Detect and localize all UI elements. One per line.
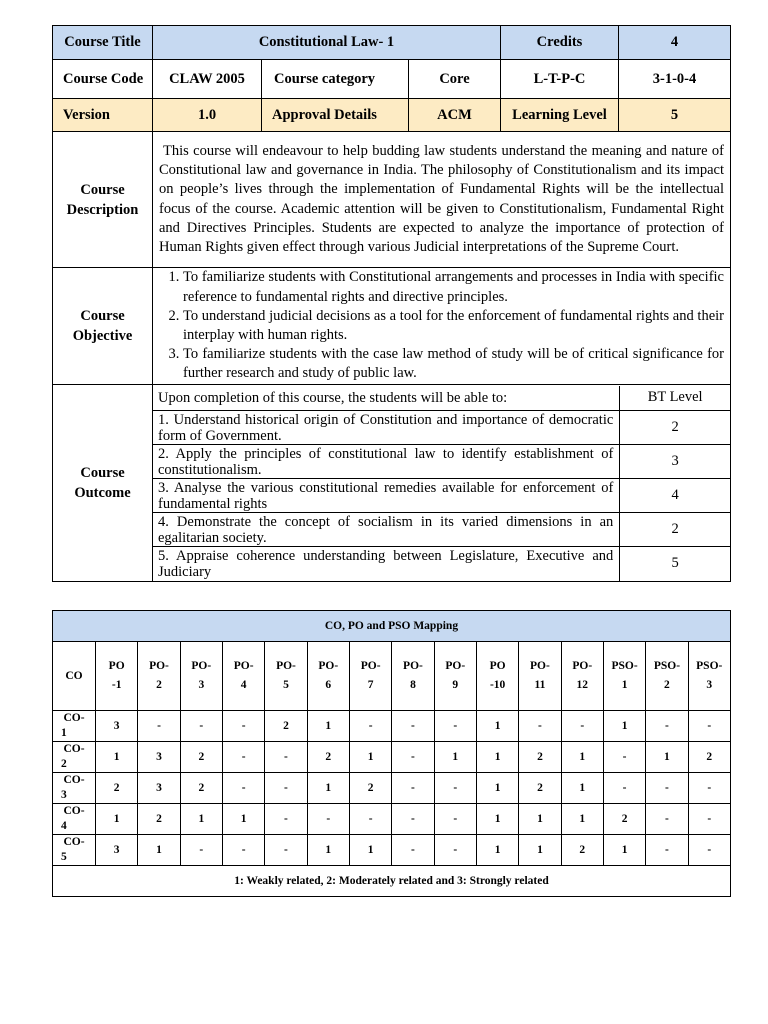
mapping-value: - — [688, 835, 730, 866]
mapping-value: 1 — [138, 835, 180, 866]
co-label-line: 3 — [61, 789, 67, 801]
header-text-line: 3 — [706, 679, 713, 691]
header-text-line: PO — [108, 660, 125, 672]
mapping-value: 2 — [180, 773, 222, 804]
mapping-value: 1 — [222, 804, 264, 835]
mapping-value: 2 — [307, 742, 349, 773]
outcome-item-row — [153, 547, 730, 581]
mapping-value: 1 — [180, 804, 222, 835]
credits-label: Credits — [501, 26, 619, 60]
mapping-value: 1 — [434, 742, 476, 773]
outcome-text: 5. Appraise coherence understanding between Legislature, Executive and Judiciary — [153, 547, 620, 581]
mapping-value: - — [265, 804, 307, 835]
outcome-bt-level: 5 — [620, 547, 730, 581]
course-description-text: This course will endeavour to help budding law students understand the meaning and nature of Constitutional law and governance in India. The philosophy of Constitutionalism and its impact on people’s lives through the implementation of Fundamental Rights will be the intellectual focus of the course. Academic attention will be given to Constitutionalism, Fundamental Right and Directives Principles. Students are expected to analyze the importance of protection of Human Rights given effect through various Judicial interpretations of the Supreme Court. — [159, 142, 724, 255]
mapping-value: - — [265, 835, 307, 866]
header-text-line: -10 — [489, 679, 506, 691]
mapping-value: - — [392, 835, 434, 866]
co-label — [53, 835, 96, 866]
header-text-line: 7 — [367, 679, 374, 691]
header-text-line: 5 — [283, 679, 289, 691]
outcome-column-header — [307, 642, 349, 711]
header-text-line: PO- — [360, 660, 381, 672]
ltpc-label: L-T-P-C — [501, 60, 619, 99]
header-text-line: 11 — [534, 679, 546, 691]
credits-value: 4 — [619, 26, 731, 60]
mapping-value: - — [434, 804, 476, 835]
outcome-intro: Upon completion of this course, the students will be able to: — [158, 389, 508, 406]
outcome-item-row — [153, 513, 730, 547]
course-category-label: Course category — [262, 60, 409, 99]
mapping-value: - — [392, 742, 434, 773]
mapping-value: 1 — [349, 742, 391, 773]
co-column-header: CO — [53, 642, 96, 711]
mapping-value: 1 — [561, 773, 603, 804]
header-text-line: PO- — [403, 660, 423, 672]
mapping-value: - — [688, 711, 730, 742]
header-text-line: 8 — [410, 679, 416, 691]
mapping-value: - — [561, 711, 603, 742]
course-description-label: Course Description — [53, 132, 153, 268]
outcome-bt-level: 2 — [620, 411, 730, 445]
mapping-value: - — [646, 711, 688, 742]
mapping-value: 2 — [603, 804, 645, 835]
version-label: Version — [53, 99, 153, 132]
course-code-label: Course Code — [53, 60, 153, 99]
course-outcome-label: Course Outcome — [53, 385, 153, 582]
header-text-line: 2 — [156, 679, 162, 691]
mapping-value: 2 — [265, 711, 307, 742]
outcome-item-row — [153, 479, 730, 513]
mapping-value: - — [688, 773, 730, 804]
mapping-value: 1 — [307, 835, 349, 866]
co-label-line: 4 — [61, 820, 67, 832]
course-category-value: Core — [409, 60, 501, 99]
header-text-line: PO- — [276, 660, 296, 672]
description-row — [53, 132, 731, 268]
mapping-value: - — [392, 804, 434, 835]
header-text-line: 2 — [664, 679, 670, 691]
mapping-value: 2 — [96, 773, 138, 804]
mapping-value: 1 — [519, 835, 561, 866]
mapping-value: 1 — [349, 835, 391, 866]
mapping-value: 1 — [603, 835, 645, 866]
objective-item: 3. To familiarize students with the case law method of study will be of critical significance for further research and study of public law. — [183, 345, 724, 383]
mapping-value: 3 — [96, 835, 138, 866]
header-text-line: 6 — [325, 679, 332, 691]
outcome-column-header — [603, 642, 645, 711]
mapping-value: - — [222, 742, 264, 773]
header-text-line: PO- — [191, 660, 212, 672]
mapping-value: 3 — [96, 711, 138, 742]
mapping-value: 1 — [307, 711, 349, 742]
mapping-legend-row — [53, 866, 731, 897]
mapping-value: 1 — [646, 742, 688, 773]
header-text-line: PO- — [530, 660, 550, 672]
header-text-line: 9 — [452, 679, 459, 691]
mapping-value: - — [349, 711, 391, 742]
course-title-label: Course Title — [53, 26, 153, 60]
co-label — [53, 804, 96, 835]
mapping-value: 1 — [476, 742, 518, 773]
mapping-value: - — [646, 804, 688, 835]
outcome-text: 3. Analyse the various constitutional remedies available for enforcement of fundamental rights — [153, 479, 620, 513]
mapping-value: - — [434, 711, 476, 742]
mapping-value: - — [392, 773, 434, 804]
outcome-column-header — [688, 642, 730, 711]
mapping-row — [53, 773, 731, 804]
co-label-line: 2 — [61, 758, 67, 770]
objective-item: 2. To understand judicial decisions as a tool for the enforcement of fundamental rights and their interplay with human rights. — [183, 307, 724, 345]
mapping-value: 1 — [476, 773, 518, 804]
outcome-column-header — [646, 642, 688, 711]
mapping-value: 1 — [96, 804, 138, 835]
course-title-value: Constitutional Law- 1 — [153, 26, 501, 60]
outcome-column-header — [519, 642, 561, 711]
course-code-row — [53, 60, 731, 99]
outcome-table — [153, 386, 730, 581]
mapping-value: - — [603, 742, 645, 773]
outcome-column-header — [180, 642, 222, 711]
outcome-row — [53, 385, 731, 582]
mapping-value: - — [603, 773, 645, 804]
co-label — [53, 742, 96, 773]
ltpc-value: 3-1-0-4 — [619, 60, 731, 99]
outcome-item-row — [153, 445, 730, 479]
header-text-line: 3 — [198, 679, 205, 691]
header-text-line: 4 — [240, 679, 247, 691]
mapping-value: 3 — [138, 773, 180, 804]
outcome-column-header — [561, 642, 603, 711]
outcome-column-header — [392, 642, 434, 711]
outcome-item-row — [153, 411, 730, 445]
mapping-row — [53, 711, 731, 742]
mapping-value: - — [434, 773, 476, 804]
objective-list — [153, 268, 730, 383]
mapping-value: - — [180, 711, 222, 742]
co-label-line: CO- — [63, 743, 85, 755]
outcome-column-header — [138, 642, 180, 711]
co-label — [53, 711, 96, 742]
mapping-value: 3 — [138, 742, 180, 773]
header-text-line: PSO- — [696, 660, 723, 672]
learning-level-value: 5 — [619, 99, 731, 132]
mapping-title-row — [53, 611, 731, 642]
mapping-value: 2 — [180, 742, 222, 773]
mapping-value: - — [180, 835, 222, 866]
header-text-line: PSO- — [611, 660, 638, 672]
mapping-value: 2 — [349, 773, 391, 804]
header-text-line: PO- — [149, 660, 169, 672]
course-code-value: CLAW 2005 — [153, 60, 262, 99]
outcome-text: 2. Apply the principles of constitutional law to identify establishment of constitutionalism. — [153, 445, 620, 479]
outcome-column-header — [476, 642, 518, 711]
mapping-value: 1 — [519, 804, 561, 835]
version-row — [53, 99, 731, 132]
course-title-row — [53, 26, 731, 60]
objective-item: 1. To familiarize students with Constitutional arrangements and processes in India with specific reference to fundamental rights and directive principles. — [183, 268, 724, 306]
mapping-value: - — [307, 804, 349, 835]
mapping-value: 1 — [561, 742, 603, 773]
mapping-row — [53, 804, 731, 835]
mapping-row — [53, 742, 731, 773]
bt-level-label: BT Level — [620, 386, 730, 411]
header-text-line: PO- — [445, 660, 466, 672]
mapping-value: - — [349, 804, 391, 835]
outcome-column-header — [349, 642, 391, 711]
mapping-value: - — [222, 773, 264, 804]
outcome-bt-level: 2 — [620, 513, 730, 547]
approval-label: Approval Details — [262, 99, 409, 132]
course-outcome-cell — [153, 385, 731, 582]
mapping-value: 1 — [561, 804, 603, 835]
course-objective-cell — [153, 268, 731, 385]
mapping-value: - — [222, 835, 264, 866]
mapping-value: 2 — [561, 835, 603, 866]
course-description-cell — [153, 132, 731, 268]
approval-value: ACM — [409, 99, 501, 132]
mapping-value: - — [688, 804, 730, 835]
mapping-value: 1 — [476, 804, 518, 835]
outcome-column-header — [222, 642, 264, 711]
mapping-value: 2 — [138, 804, 180, 835]
course-details-table — [52, 25, 731, 582]
mapping-value: 2 — [688, 742, 730, 773]
mapping-value: - — [646, 773, 688, 804]
outcome-column-header — [434, 642, 476, 711]
mapping-row — [53, 835, 731, 866]
mapping-value: - — [265, 742, 307, 773]
course-objective-label: Course Objective — [53, 268, 153, 385]
mapping-value: - — [392, 711, 434, 742]
mapping-value: - — [646, 835, 688, 866]
outcome-column-header — [96, 642, 138, 711]
header-text-line: 1 — [621, 679, 628, 691]
outcome-header-row — [153, 386, 730, 411]
header-text-line: PO — [489, 660, 506, 672]
co-label-line: CO- — [63, 774, 85, 786]
co-label-line: CO- — [63, 836, 85, 848]
mapping-value: - — [519, 711, 561, 742]
outcome-bt-level: 4 — [620, 479, 730, 513]
header-text-line: PO- — [233, 660, 254, 672]
header-text-line: PSO- — [653, 660, 681, 672]
mapping-value: - — [222, 711, 264, 742]
mapping-legend: 1: Weakly related, 2: Moderately related and 3: Strongly related — [53, 866, 731, 897]
mapping-header-row — [53, 642, 731, 711]
header-text-line: 12 — [576, 679, 589, 691]
header-text-line: PO- — [572, 660, 593, 672]
outcome-column-header — [265, 642, 307, 711]
outcome-text: 1. Understand historical origin of Constitution and importance of democratic form of Government. — [153, 411, 620, 445]
mapping-value: - — [434, 835, 476, 866]
co-label-line: CO- — [63, 712, 85, 724]
mapping-value: 1 — [476, 711, 518, 742]
header-text-line: PO- — [318, 660, 339, 672]
learning-level-label: Learning Level — [501, 99, 619, 132]
mapping-value: 2 — [519, 742, 561, 773]
co-label — [53, 773, 96, 804]
co-label-line: 1 — [61, 727, 67, 739]
header-text-line: -1 — [111, 679, 122, 691]
co-label-line: 5 — [61, 851, 67, 863]
outcome-bt-level: 3 — [620, 445, 730, 479]
mapping-value: 2 — [519, 773, 561, 804]
mapping-value: 1 — [96, 742, 138, 773]
mapping-value: 1 — [307, 773, 349, 804]
outcome-text: 4. Demonstrate the concept of socialism in its varied dimensions in an egalitarian society. — [153, 513, 620, 547]
objective-row — [53, 268, 731, 385]
mapping-value: - — [265, 773, 307, 804]
version-value: 1.0 — [153, 99, 262, 132]
mapping-value: 1 — [603, 711, 645, 742]
mapping-title: CO, PO and PSO Mapping — [53, 611, 731, 642]
co-label-line: CO- — [63, 805, 85, 817]
mapping-value: - — [138, 711, 180, 742]
co-po-pso-mapping-table — [52, 610, 731, 897]
mapping-value: 1 — [476, 835, 518, 866]
